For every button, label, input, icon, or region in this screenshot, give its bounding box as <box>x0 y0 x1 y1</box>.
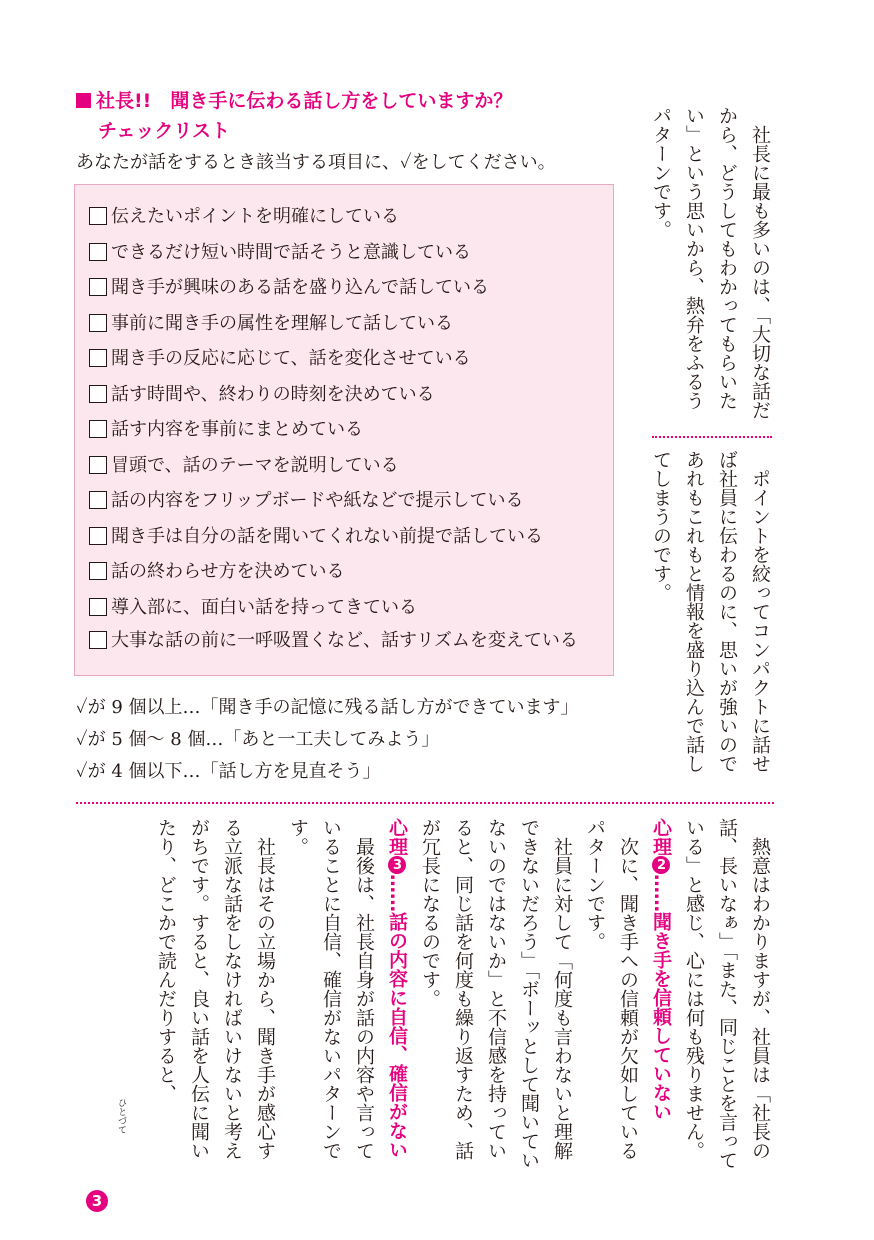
section-heading-2: 心理2……聞き手を信頼していない <box>650 818 672 1121</box>
result-line: ✓が 4 個以下…「話し方を見直そう」 <box>76 761 381 782</box>
checklist-item <box>89 412 613 448</box>
section-heading <box>76 86 616 146</box>
checklist-item <box>89 554 613 590</box>
checklist-item <box>89 590 613 626</box>
checkbox-icon[interactable] <box>89 491 107 509</box>
checklist-item-label: 話す内容を事前にまとめている <box>111 419 363 440</box>
checklist-item-label: 冒頭で、話のテーマを説明している <box>111 454 399 476</box>
checkbox-icon[interactable] <box>89 598 107 616</box>
checklist-item-label: 聞き手が興味のある話を盛り込んで話している <box>111 277 489 298</box>
checklist-item-label: 話す時間や、終わりの時刻を決めている <box>111 383 435 405</box>
paragraph: 社員に対して「何度も言わないと理解できないだろう」「ボーッとして聞いていないのではないか」と不信感を持っていると、同じ話を何度も繰り返すため、話が冗長になるのです。 <box>419 818 573 1170</box>
checklist-item-label: 導入部に、面白い話を持ってきている <box>111 596 417 618</box>
checklist-item <box>89 519 613 555</box>
paragraph: 次に、聞き手への信頼が欠如しているパターンです。 <box>584 818 639 1160</box>
checklist-item-label: 聞き手は自分の話を聞いてくれない前提で話している <box>111 525 543 547</box>
dotted-divider <box>76 802 774 804</box>
checklist-item <box>89 625 613 656</box>
heading-subtitle: チェックリスト <box>98 120 231 142</box>
bottom-body-text <box>149 818 776 1178</box>
ruby-annotation: ひとづて <box>116 1098 126 1134</box>
checklist-item-label: できるだけ短い時間で話そうと意識している <box>111 241 471 263</box>
section-heading-3: 心理3……話の内容に自信、確信がない <box>386 818 408 1159</box>
checklist-item-label: 事前に聞き手の属性を理解して話している <box>111 312 453 334</box>
checkbox-icon[interactable] <box>89 243 107 261</box>
checklist-panel <box>74 184 614 676</box>
paragraph: 熱意はわかりますが、社員は「社長の話、長いなぁ」「また、同じことを言っている」と感じ、心には何も残りません。 <box>683 818 771 1170</box>
paragraph: 社長はその立場から、聞き手が感心する立派な話をしなければいけないと考えがちです。すると、良い話を人伝に聞いたり、どこかで読んだりすると、 <box>155 818 276 1160</box>
checkbox-icon[interactable] <box>89 314 107 332</box>
dotted-divider <box>652 436 772 438</box>
checklist-item <box>89 270 613 306</box>
checklist-instruction: あなたが話をするとき該当する項目に、✓をしてください。 <box>76 152 556 173</box>
circled-number-icon: 2 <box>654 857 669 873</box>
checklist-item <box>89 448 613 484</box>
checkbox-icon[interactable] <box>89 456 107 474</box>
checklist-item-label: 大事な話の前に一呼吸置くなど、話すリズムを変えている <box>111 630 578 651</box>
checkbox-icon[interactable] <box>89 631 107 649</box>
checkbox-icon[interactable] <box>89 207 107 225</box>
paragraph: ポイントを絞ってコンパクトに話せば社員に伝わるのに、思いが強いのであれもこれもと情報を盛り込んで話してしまうのです。 <box>650 450 771 773</box>
checkbox-icon[interactable] <box>89 349 107 367</box>
checklist-item-label: 話の終わらせ方を決めている <box>111 561 345 582</box>
checklist <box>75 185 613 656</box>
right-column-text <box>644 106 776 426</box>
checklist-item-label: 話の内容をフリップボードや紙などで提示している <box>111 490 524 511</box>
checklist-item-label: 伝えたいポイントを明確にしている <box>111 206 399 227</box>
paragraph: 最後は、社長自身が話の内容や言っていることに自信、確信がないパターンです。 <box>287 818 375 1160</box>
checklist-item <box>89 306 613 342</box>
result-line: ✓が 9 個以上…「聞き手の記憶に残る話し方ができています」 <box>76 697 579 718</box>
checklist-item <box>89 235 613 271</box>
heading-title: 社長!! 聞き手に伝わる話し方をしていますか？ <box>96 90 513 112</box>
paragraph: 社長に最も多いのは、「大切な話だから、どうしてもわかってもらいたい」という思いから、熱弁をふるうパターンです。 <box>650 106 771 420</box>
checklist-item <box>89 341 613 377</box>
checklist-item <box>89 483 613 519</box>
circled-number-icon: 3 <box>390 857 405 873</box>
page-number: 3 <box>86 1190 108 1212</box>
checkbox-icon[interactable] <box>89 385 107 403</box>
checkbox-icon[interactable] <box>89 527 107 545</box>
checklist-item-label: 聞き手の反応に応じて、話を変化させている <box>111 348 471 369</box>
right-column-text <box>644 450 776 786</box>
score-results <box>76 692 579 788</box>
result-line: ✓が 5 個～ 8 個…「あと一工夫してみよう」 <box>76 729 440 750</box>
square-marker-icon <box>76 93 91 108</box>
checklist-item <box>89 377 613 413</box>
checkbox-icon[interactable] <box>89 420 107 438</box>
checkbox-icon[interactable] <box>89 562 107 580</box>
checkbox-icon[interactable] <box>89 278 107 296</box>
checklist-item <box>89 199 613 235</box>
